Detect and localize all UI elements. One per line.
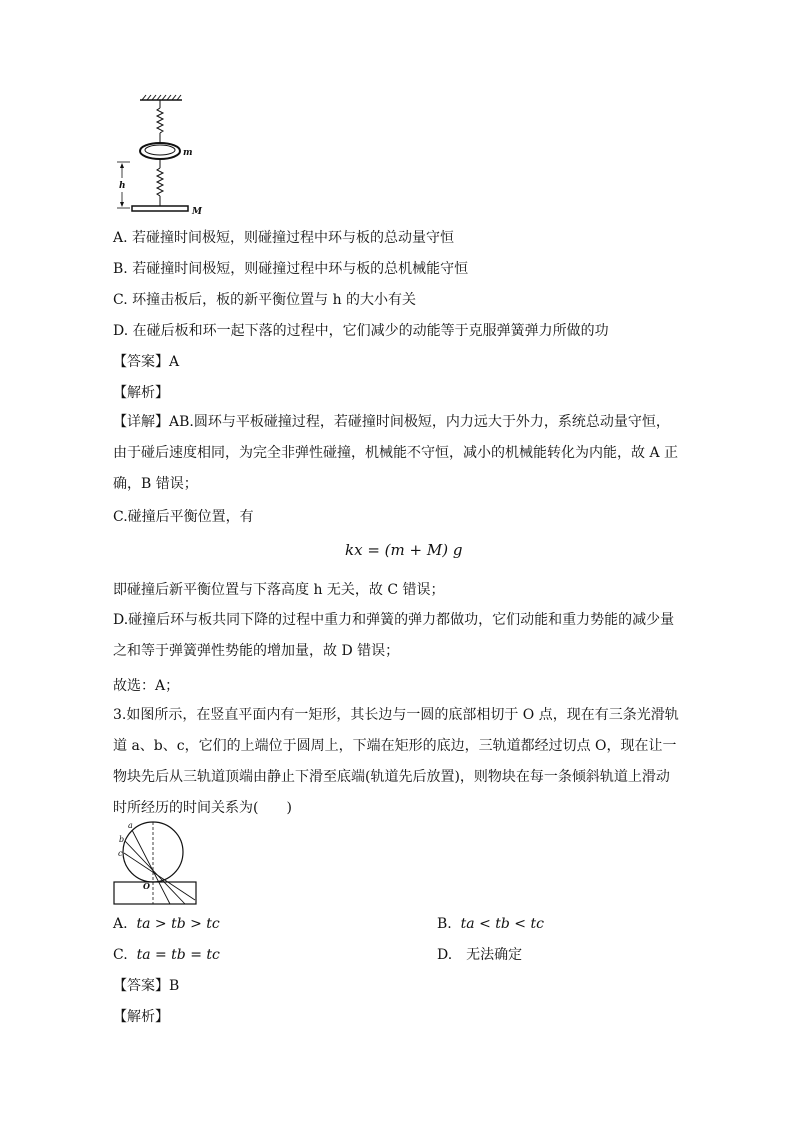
q3-option-b-prefix: B. xyxy=(437,916,452,932)
choose-line: 故选：A； xyxy=(113,678,180,694)
q3-option-c xyxy=(113,945,220,965)
circle-tracks-figure xyxy=(110,818,202,906)
label-c: c xyxy=(118,849,123,858)
label-m: m xyxy=(183,148,193,158)
q3-option-d: D. 无法确定 xyxy=(437,947,523,963)
question3-stem: 3.如图所示，在竖直平面内有一矩形，其长边与一圆的底部相切于 O 点，现在有三条光滑轨道 a、b、c，它们的上端位于圆周上，下端在矩形的底边，三轨道都经过切点 O，现在让一物块先后从三轨道顶端由静止下滑至底端(轨道先后放置)，则物块在每一条倾斜轨道上滑动时所经历的时间关系为( ) xyxy=(113,707,679,816)
detail-c-intro: C.碰撞后平衡位置，有 xyxy=(113,509,254,525)
equation: kx = (m + M) g xyxy=(345,541,463,559)
label-h: h xyxy=(119,181,126,191)
label-M: M xyxy=(192,207,202,216)
analysis-title: 【解析】 xyxy=(113,385,169,401)
detail-d-paragraph: D.碰撞后环与板共同下降的过程中重力和弹簧的弹力都做功，它们动能和重力势能的减少量之和等于弹簧弹性势能的增加量，故 D 错误； xyxy=(113,612,675,659)
label-b: b xyxy=(119,835,125,844)
q3-option-a-text: ta > tb > tc xyxy=(136,916,220,932)
label-a: a xyxy=(128,821,133,830)
option-a-text: A. 若碰撞时间极短，则碰撞过程中环与板的总动量守恒 xyxy=(113,230,455,246)
option-c-text: C. 环撞击板后，板的新平衡位置与 h 的大小有关 xyxy=(113,292,417,308)
q3-answer-label: 【答案】B xyxy=(113,978,180,994)
option-d-text: D. 在碰后板和环一起下落的过程中，它们减少的动能等于克服弹簧弹力所做的功 xyxy=(113,323,609,339)
detail-ab-paragraph: 【详解】AB.圆环与平板碰撞过程，若碰撞时间极短，内力远大于外力，系统总动量守恒，由于碰后速度相同，为完全非弹性碰撞，机械能不守恒，减小的机械能转化为内能，故 A 正确，B 错误； xyxy=(113,414,679,492)
spring-ring-plate-figure xyxy=(112,94,212,216)
q3-analysis-title: 【解析】 xyxy=(113,1009,169,1025)
q3-option-b xyxy=(437,914,544,934)
q3-option-a xyxy=(113,914,220,934)
answer-label: 【答案】A xyxy=(113,354,180,370)
q3-option-c-text: ta = tb = tc xyxy=(136,947,220,963)
q3-option-b-text: ta < tb < tc xyxy=(460,916,544,932)
detail-c-result: 即碰撞后新平衡位置与下落高度 h 无关，故 C 错误； xyxy=(113,582,445,598)
option-b-text: B. 若碰撞时间极短，则碰撞过程中环与板的总机械能守恒 xyxy=(113,261,469,277)
q3-option-c-prefix: C. xyxy=(113,947,128,963)
label-O: O xyxy=(143,881,150,891)
q3-option-a-prefix: A. xyxy=(113,916,128,932)
